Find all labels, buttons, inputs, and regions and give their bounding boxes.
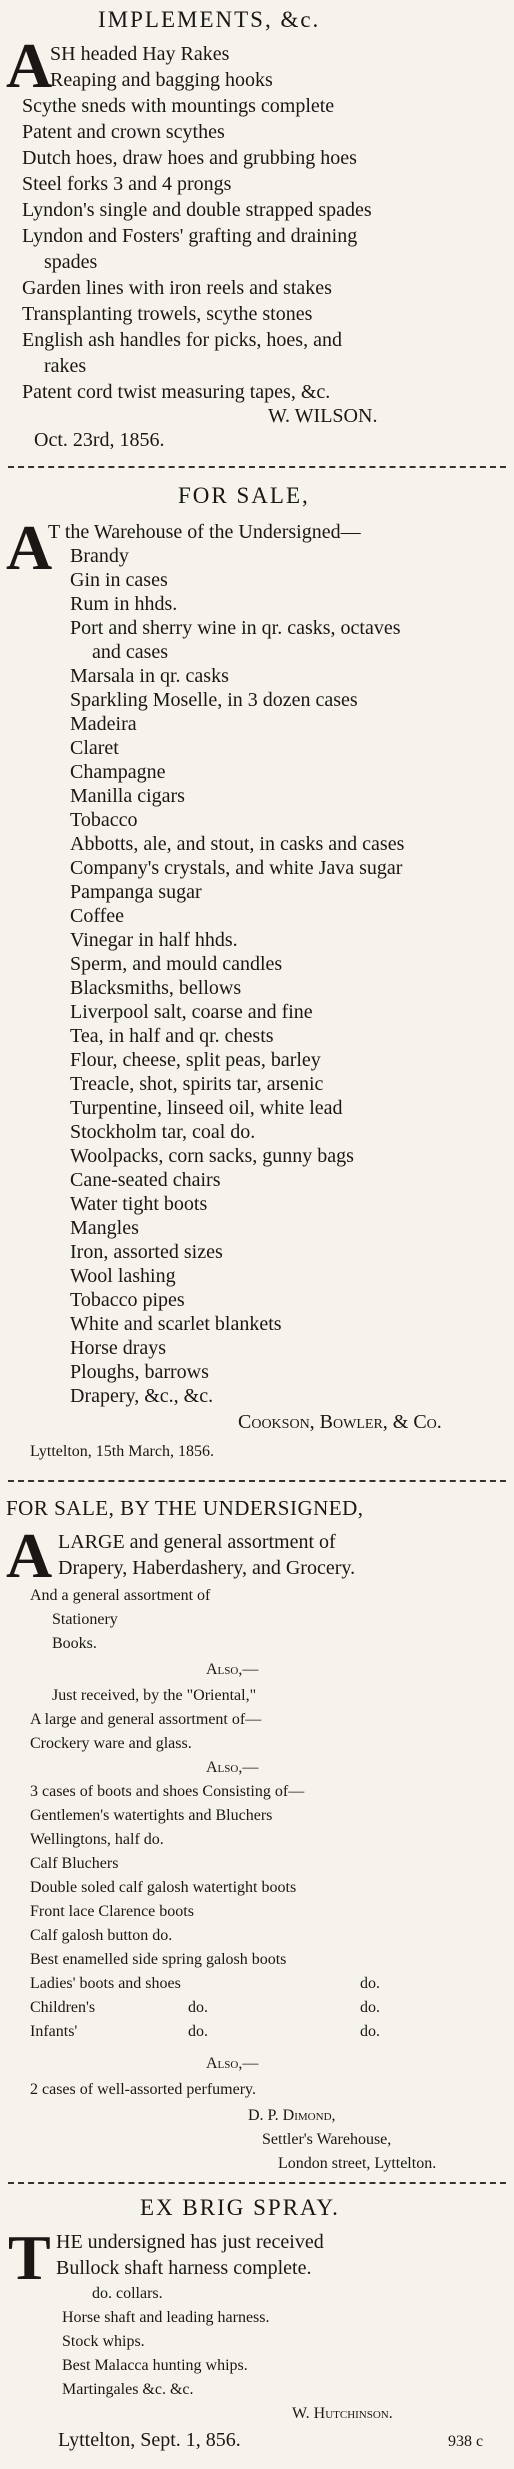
list-item: Steel forks 3 and 4 prongs [22,173,232,195]
list-item: Treacle, shot, spirits tar, arsenic [70,1073,324,1095]
list-item: Wool lashing [70,1265,176,1287]
table-cell: Infants' [30,2023,78,2040]
exbrig-heading: EX BRIG SPRAY. [140,2195,340,2220]
drop-cap: A [6,30,53,101]
list-item: Sparkling Moselle, in 3 dozen cases [70,689,358,711]
list-item: Blacksmiths, bellows [70,977,242,999]
list-item: Abbotts, ale, and stout, in casks and cases [70,833,405,855]
list-item: Tea, in half and qr. chests [70,1025,274,1047]
list-item: Iron, assorted sizes [70,1241,223,1263]
list-item: Company's crystals, and white Java sugar [70,857,403,879]
list-item: Port and sherry wine in qr. casks, octaves [70,617,401,639]
list-item: Mangles [70,1217,139,1239]
list-item: Coffee [70,905,125,927]
list-item: Crockery ware and glass. [30,1735,192,1752]
implements-heading: IMPLEMENTS, &c. [98,7,321,32]
date-line: Oct. 23rd, 1856. [34,429,165,451]
list-item: Stock whips. [62,2333,145,2350]
list-item: Water tight boots [70,1193,208,1215]
list-item: T the Warehouse of the Undersigned— [48,521,361,543]
for-sale-advert [0,472,514,1512]
list-item: Horse shaft and leading harness. [62,2309,270,2326]
list-item: Transplanting trowels, scythe stones [22,303,313,325]
section-divider [8,2182,506,2184]
list-item: Woolpacks, corn sacks, gunny bags [70,1145,354,1167]
undersigned-advert [0,1486,514,2228]
list-item: and cases [92,641,169,663]
list-item: Horse drays [70,1337,167,1359]
list-item: Tobacco pipes [70,1289,185,1311]
list-item: Martingales &c. &c. [62,2381,194,2398]
list-item: Calf Bluchers [30,1855,119,1872]
also-label: Also,— [206,2055,259,2072]
date-line: Lyttelton, 15th March, 1856. [30,1443,214,1460]
list-item: Scythe sneds with mountings complete [22,95,335,117]
list-item: And a general assortment of [30,1587,211,1604]
section-divider [8,466,506,468]
list-item: Drapery, &c., &c. [70,1385,214,1407]
list-item: Ploughs, barrows [70,1361,209,1383]
list-item: White and scarlet blankets [70,1313,282,1335]
list-item: Best enamelled side spring galosh boots [30,1951,287,1968]
table-cell: Ladies' boots and shoes [30,1975,181,1992]
list-item: Reaping and bagging hooks [50,69,273,91]
list-item: A large and general assortment of— [30,1711,262,1728]
address-line: London street, Lyttelton. [278,2155,437,2172]
table-cell: do. [360,1999,380,2016]
list-item: spades [44,251,98,273]
list-item: Cane-seated chairs [70,1169,221,1191]
list-item: Best Malacca hunting whips. [62,2357,248,2374]
intro-line: LARGE and general assortment of [58,1531,336,1553]
drop-cap: A [6,512,53,583]
list-item: Patent and crown scythes [22,121,225,143]
table-cell: Children's [30,1999,96,2016]
section-divider [8,1480,506,1482]
undersigned-heading: FOR SALE, BY THE UNDERSIGNED, [6,1496,364,1520]
forsale-heading: FOR SALE, [178,483,310,508]
reference-number: 938 c [448,2433,484,2450]
also-label: Also,— [206,1661,259,1678]
signature: D. P. Dimond, [248,2107,336,2124]
list-item: Flour, cheese, split peas, barley [70,1049,321,1071]
list-item: Brandy [70,545,129,567]
date-line: Lyttelton, Sept. 1, 856. [58,2429,241,2451]
list-item: Manilla cigars [70,785,185,807]
signature: Cookson, Bowler, & Co. [238,1411,442,1433]
drop-cap: T [8,2222,51,2293]
list-item: Liverpool salt, coarse and fine [70,1001,313,1023]
list-item: 2 cases of well-assorted perfumery. [30,2081,256,2098]
signature: W. WILSON. [268,405,378,427]
list-item: Dutch hoes, draw hoes and grubbing hoes [22,147,357,169]
list-item: Front lace Clarence boots [30,1903,194,1920]
list-item: Calf galosh button do. [30,1927,173,1944]
table-cell: do. [360,1975,380,1992]
list-item: Just received, by the "Oriental," [52,1687,257,1704]
list-item: Stockholm tar, coal do. [70,1121,256,1143]
list-item: Books. [52,1635,97,1652]
list-item: Marsala in qr. casks [70,665,229,687]
drop-cap: A [6,1520,53,1591]
list-item: Vinegar in half hhds. [70,929,238,951]
list-item: Lyndon and Fosters' grafting and draining [22,225,358,247]
table-cell: do. [188,2023,208,2040]
list-item: Madeira [70,713,137,735]
list-item: SH headed Hay Rakes [50,43,230,65]
list-item: Rum in hhds. [70,593,178,615]
table-cell: do. [360,2023,380,2040]
list-item: Patent cord twist measuring tapes, &c. [22,381,331,403]
list-item: Gin in cases [70,569,168,591]
list-item: Turpentine, linseed oil, white lead [70,1097,343,1119]
list-item: HE undersigned has just received [56,2231,324,2253]
address-line: Settler's Warehouse, [262,2131,392,2148]
signature: W. Hutchinson. [292,2405,393,2422]
also-label: Also,— [206,1759,259,1776]
list-item: do. collars. [92,2285,163,2302]
list-item: Stationery [52,1611,118,1628]
list-item: Claret [70,737,119,759]
list-item: Gentlemen's watertights and Bluchers [30,1807,273,1824]
list-item: English ash handles for picks, hoes, and [22,329,342,351]
list-item: Tobacco [70,809,138,831]
list-item: Champagne [70,761,166,783]
intro-line: Drapery, Haberdashery, and Grocery. [58,1557,356,1579]
list-item: Sperm, and mould candles [70,953,283,975]
list-item: 3 cases of boots and shoes Consisting of— [30,1783,305,1800]
ex-brig-advert [0,2188,514,2469]
list-item: Wellingtons, half do. [30,1831,164,1848]
list-item: rakes [44,355,87,377]
table-cell: do. [188,1999,208,2016]
list-item: Double soled calf galosh watertight boots [30,1879,297,1896]
list-item: Garden lines with iron reels and stakes [22,277,332,299]
list-item: Pampanga sugar [70,881,202,903]
list-item: Lyndon's single and double strapped spades [22,199,372,221]
implements-advert [0,0,514,470]
list-item: Bullock shaft harness complete. [56,2257,312,2279]
